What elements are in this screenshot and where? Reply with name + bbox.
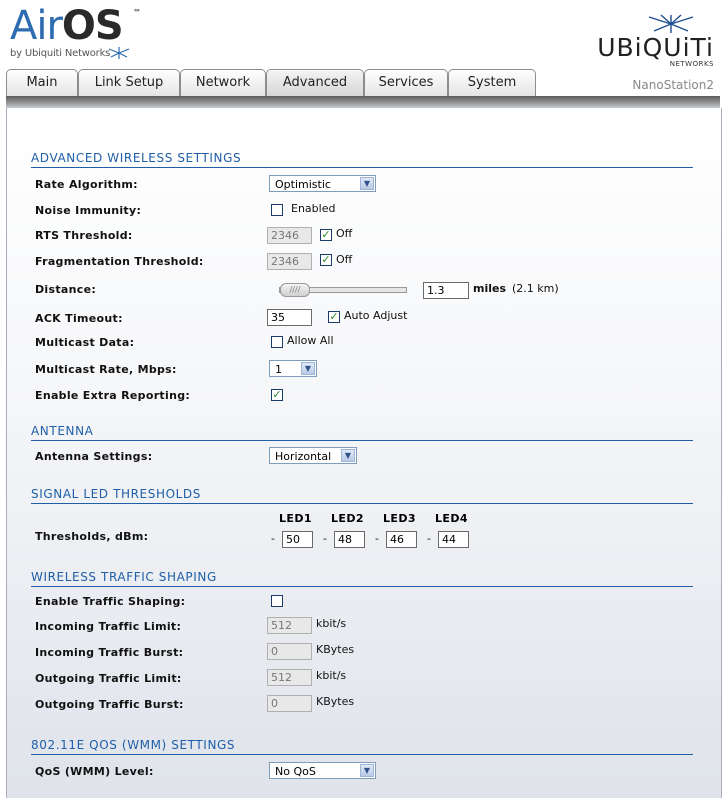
section-title-shaping: WIRELESS TRAFFIC SHAPING — [31, 570, 693, 587]
ubiquiti-networks-text: NETWORKS — [669, 60, 714, 68]
tab-network[interactable] — [180, 69, 266, 96]
fragmentation-off-checkbox[interactable]: ✓ — [321, 253, 331, 266]
chevron-down-icon: ▼ — [360, 177, 374, 190]
qos-level-value: No QoS — [275, 765, 316, 778]
led3-header: LED3 — [383, 512, 416, 525]
enable-traffic-shaping-checkbox[interactable] — [271, 595, 283, 607]
noise-immunity-checkbox[interactable] — [271, 204, 283, 216]
multicast-allow-all-label: Allow All — [287, 334, 334, 347]
section-title-antenna: ANTENNA — [31, 424, 693, 441]
antenna-settings-label: Antenna Settings: — [35, 450, 153, 463]
chevron-down-icon: ▼ — [301, 362, 315, 375]
outgoing-burst-label: Outgoing Traffic Burst: — [35, 698, 184, 711]
tab-label: Network — [195, 75, 251, 90]
ubiquiti-antenna-icon — [646, 14, 696, 34]
multicast-rate-value: 1 — [275, 363, 282, 376]
tab-system[interactable] — [448, 69, 536, 96]
multicast-data-label: Multicast Data: — [35, 336, 135, 349]
rate-algorithm-label: Rate Algorithm: — [35, 178, 138, 191]
rts-threshold-label: RTS Threshold: — [35, 229, 133, 242]
tab-label: Main — [26, 75, 58, 90]
logo-air-text: Air — [10, 3, 62, 49]
distance-slider-handle[interactable]: //// — [280, 283, 310, 297]
section-title-qos: 802.11E QOS (WMM) SETTINGS — [31, 738, 693, 755]
device-name: NanoStation2 — [632, 78, 714, 92]
enable-traffic-shaping-label: Enable Traffic Shaping: — [35, 595, 186, 608]
fragmentation-threshold-label: Fragmentation Threshold: — [35, 255, 204, 268]
led1-input[interactable]: 50 — [282, 531, 313, 548]
led3-input[interactable]: 46 — [386, 531, 417, 548]
fragmentation-off-label: Off — [336, 253, 353, 266]
tab-main[interactable] — [6, 69, 78, 96]
distance-input[interactable]: 1.3 — [423, 282, 469, 299]
airos-logo — [10, 4, 123, 48]
tab-underline-band — [6, 96, 720, 108]
logo-os-text: OS — [61, 3, 123, 49]
tab-label: Services — [378, 75, 434, 90]
tab-label: Link Setup — [94, 75, 164, 90]
led2-input[interactable]: 48 — [334, 531, 365, 548]
incoming-burst-label: Incoming Traffic Burst: — [35, 646, 184, 659]
led2-header: LED2 — [331, 512, 364, 525]
extra-reporting-label: Enable Extra Reporting: — [35, 389, 191, 402]
outgoing-limit-input[interactable]: 512 — [267, 669, 312, 686]
led3-minus: - — [375, 532, 379, 545]
ack-auto-adjust-checkbox[interactable]: ✓ — [329, 310, 339, 323]
chevron-down-icon: ▼ — [341, 449, 355, 462]
distance-unit: miles — [473, 282, 507, 295]
outgoing-limit-label: Outgoing Traffic Limit: — [35, 672, 182, 685]
section-title-wireless: ADVANCED WIRELESS SETTINGS — [31, 151, 693, 168]
rts-off-label: Off — [336, 227, 353, 240]
rate-algorithm-value: Optimistic — [275, 178, 331, 191]
led4-header: LED4 — [435, 512, 468, 525]
led4-input[interactable]: 44 — [438, 531, 469, 548]
tab-link-setup[interactable] — [78, 69, 180, 96]
noise-immunity-label: Noise Immunity: — [35, 204, 142, 217]
outgoing-burst-unit: KBytes — [316, 695, 355, 708]
incoming-limit-unit: kbit/s — [316, 617, 347, 630]
chevron-down-icon: ▼ — [360, 764, 374, 777]
ack-auto-adjust-label: Auto Adjust — [344, 309, 408, 322]
outgoing-limit-unit: kbit/s — [316, 669, 347, 682]
thresholds-label: Thresholds, dBm: — [35, 530, 149, 543]
multicast-allow-all-checkbox[interactable] — [271, 336, 283, 348]
antenna-settings-select[interactable] — [269, 447, 357, 464]
incoming-burst-unit: KBytes — [316, 643, 355, 656]
distance-label: Distance: — [35, 283, 97, 296]
tab-label: System — [467, 75, 517, 90]
multicast-rate-select[interactable] — [269, 360, 317, 377]
distance-km: (2.1 km) — [512, 282, 559, 295]
outgoing-burst-input[interactable]: 0 — [267, 695, 312, 712]
incoming-limit-input[interactable]: 512 — [267, 617, 312, 634]
ubiquiti-logo — [597, 14, 714, 68]
fragmentation-threshold-input[interactable]: 2346 — [267, 253, 312, 270]
rts-threshold-input[interactable]: 2346 — [267, 227, 312, 244]
tab-services[interactable] — [364, 69, 448, 96]
qos-level-select[interactable] — [269, 762, 376, 779]
multicast-rate-label: Multicast Rate, Mbps: — [35, 363, 177, 376]
extra-reporting-checkbox[interactable]: ✓ — [272, 388, 282, 401]
advanced-settings-panel — [6, 108, 722, 798]
noise-immunity-option: Enabled — [291, 202, 336, 215]
logo-subtitle: by Ubiquiti Networks — [10, 48, 111, 59]
antenna-settings-value: Horizontal — [275, 450, 332, 463]
section-title-led: SIGNAL LED THRESHOLDS — [31, 487, 693, 504]
qos-level-label: QoS (WMM) Level: — [35, 765, 154, 778]
rts-off-checkbox[interactable]: ✓ — [321, 228, 331, 241]
led1-header: LED1 — [279, 512, 312, 525]
incoming-limit-label: Incoming Traffic Limit: — [35, 620, 182, 633]
ack-timeout-input[interactable]: 35 — [267, 309, 312, 326]
tab-label: Advanced — [282, 75, 348, 90]
rate-algorithm-select[interactable] — [269, 175, 376, 192]
ack-timeout-label: ACK Timeout: — [35, 312, 123, 325]
led1-minus: - — [271, 532, 275, 545]
logo-trademark: ™ — [133, 8, 141, 17]
ubiquiti-wordmark: UBiQUiTi — [597, 33, 714, 62]
led2-minus: - — [323, 532, 327, 545]
antenna-logo-icon — [107, 47, 131, 59]
led4-minus: - — [427, 532, 431, 545]
incoming-burst-input[interactable]: 0 — [267, 643, 312, 660]
tab-advanced[interactable] — [266, 69, 364, 96]
